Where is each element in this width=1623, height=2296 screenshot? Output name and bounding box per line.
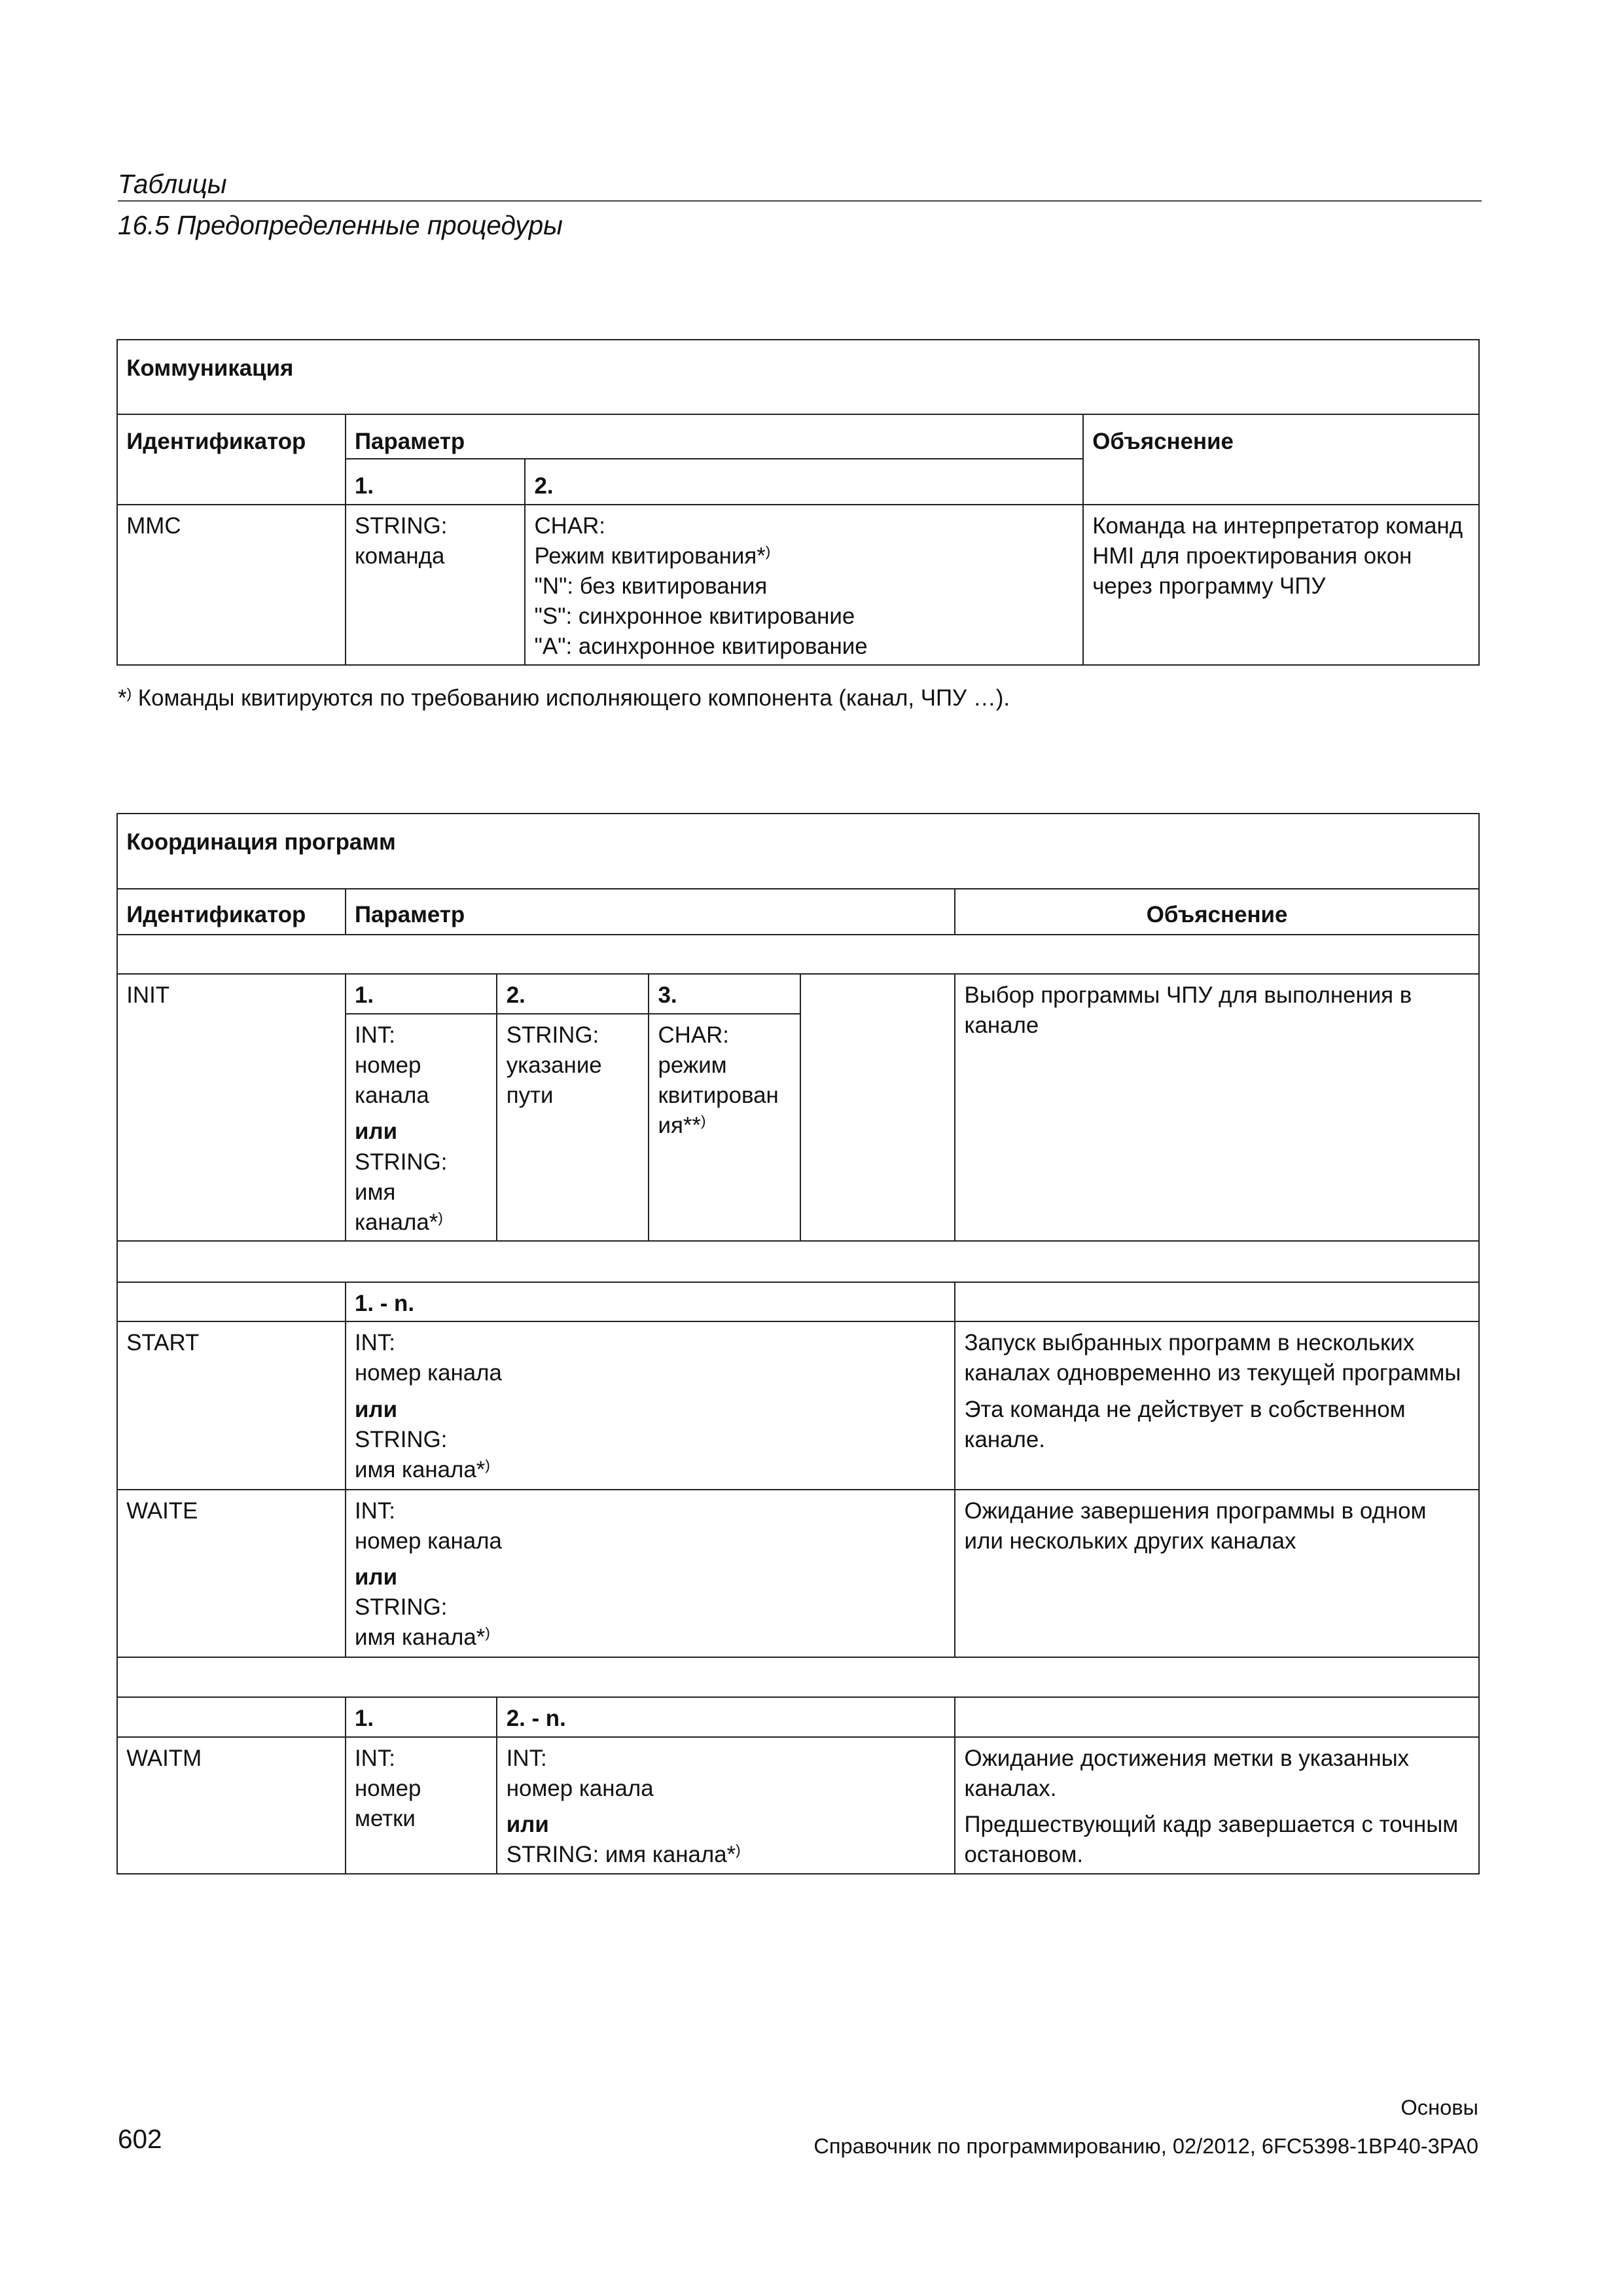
- identifier-cell: START: [117, 1321, 346, 1490]
- communication-table: [116, 339, 1480, 666]
- explanation-cell: Команда на интерпретатор команд HMI для проектирования окон через программу ЧПУ: [1083, 505, 1479, 665]
- param-subheader-2-n: 2. - n.: [497, 1697, 955, 1737]
- page-number: 602: [118, 2123, 162, 2154]
- explanation-cell: Запуск выбранных программ в нескольких каналах одновременно из текущей программы Эта команда не действует в собственном канале.: [955, 1321, 1479, 1490]
- identifier-cell: INIT: [117, 974, 346, 1240]
- column-header-parameter: Параметр: [346, 889, 955, 935]
- section-title: 16.5 Предопределенные процедуры: [118, 209, 563, 240]
- separator-row: [117, 935, 1479, 975]
- footnote: *) Команды квитируются по требованию исполняющего компонента (канал, ЧПУ …).: [118, 685, 1010, 711]
- identifier-cell: MMC: [117, 505, 346, 665]
- param1-cell: INT: номер метки: [346, 1737, 497, 1874]
- param-subheader-2: 2.: [525, 459, 1083, 505]
- table-title: Координация программ: [117, 814, 1479, 889]
- column-header-explanation: Объяснение: [1083, 414, 1479, 504]
- footer-reference: Справочник по программированию, 02/2012, 6FC5398-1BP40-3PA0: [813, 2133, 1478, 2158]
- subheader-row: [117, 1282, 1479, 1322]
- param2-cell: INT: номер канала или STRING: имя канала*): [497, 1737, 955, 1874]
- subheader-row: [117, 1697, 1479, 1737]
- param2-cell: CHAR: Режим квитирования*) "N": без квитирования "S": синхронное квитирование "A": асинхронное квитирование: [525, 505, 1083, 665]
- table-row: [117, 1490, 1479, 1658]
- table-row: [117, 1737, 1479, 1874]
- chapter-title: Таблицы: [118, 168, 227, 199]
- column-header-identifier: Идентификатор: [117, 414, 346, 504]
- explanation-cell: Выбор программы ЧПУ для выполнения в канале: [955, 974, 1479, 1240]
- param-subheader-1: 1.: [346, 459, 526, 505]
- table-title: Коммуникация: [117, 340, 1479, 415]
- table-row: [117, 974, 1479, 1014]
- param-subheader-2: 2.: [497, 974, 649, 1014]
- empty-param-cell: [800, 974, 955, 1240]
- column-header-explanation: Объяснение: [955, 889, 1479, 935]
- param-cell: INT: номер канала или STRING: имя канала*): [346, 1321, 955, 1490]
- param-cell: INT: номер канала или STRING: имя канала*): [346, 1490, 955, 1658]
- param3-cell: CHAR: режим квитирован ия**): [649, 1014, 800, 1241]
- program-coordination-table: [116, 813, 1480, 1874]
- explanation-cell: Ожидание завершения программы в одном или нескольких других каналах: [955, 1490, 1479, 1658]
- footer-book-title: Основы: [1400, 2095, 1478, 2120]
- separator-row: [117, 1241, 1479, 1282]
- separator-row: [117, 1657, 1479, 1697]
- param2-cell: STRING: указание пути: [497, 1014, 649, 1241]
- identifier-cell: WAITE: [117, 1490, 346, 1658]
- param-subheader-1-n: 1. - n.: [346, 1282, 955, 1322]
- param1-cell: INT: номер канала или STRING: имя канала*): [346, 1014, 497, 1241]
- table-row: [117, 1321, 1479, 1490]
- header-rule: [118, 200, 1482, 202]
- column-header-identifier: Идентификатор: [117, 889, 346, 935]
- param-subheader-1: 1.: [346, 974, 497, 1014]
- param1-cell: STRING: команда: [346, 505, 526, 665]
- column-header-parameter: Параметр: [346, 414, 1083, 459]
- identifier-cell: WAITM: [117, 1737, 346, 1874]
- explanation-cell: Ожидание достижения метки в указанных каналах. Предшествующий кадр завершается с точным остановом.: [955, 1737, 1479, 1874]
- table-row: [117, 505, 1479, 665]
- param-subheader-3: 3.: [649, 974, 800, 1014]
- param-subheader-1: 1.: [346, 1697, 497, 1737]
